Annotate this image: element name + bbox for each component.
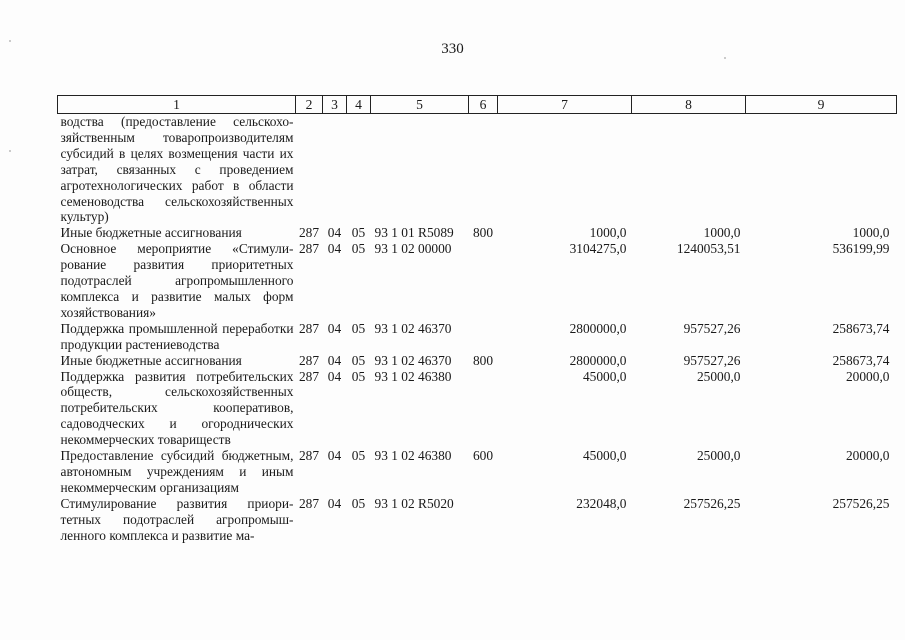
cell-expense-type (469, 496, 498, 544)
table-row (58, 114, 897, 226)
cell-amount-col7: 3104275,0 (569, 241, 627, 257)
cell-subsection: 05 (351, 368, 366, 384)
cell-amount-col9: 20000,0 (845, 448, 890, 464)
cell-amount-col8: 257526,25 (683, 495, 741, 511)
cell-ministry: 287 (298, 225, 320, 241)
cell-section: 04 (327, 352, 342, 368)
cell-amount-col9: 1000,0 (852, 225, 890, 241)
header-col-6: 6 (469, 96, 498, 114)
cell-expense-type (469, 114, 498, 226)
cell-amount-col8 (632, 114, 746, 226)
header-col-8: 8 (632, 96, 746, 114)
cell-name: Иные бюджетные ассигнования (60, 225, 242, 241)
cell-target-code: 93 1 02 46370 (374, 320, 452, 336)
cell-section: 04 (327, 241, 342, 257)
header-col-4: 4 (347, 96, 371, 114)
cell-section: 04 (327, 320, 342, 336)
cell-section: 04 (327, 225, 342, 241)
cell-expense-type: 800 (472, 225, 494, 241)
cell-amount-col7: 1000,0 (589, 225, 627, 241)
header-col-9: 9 (746, 96, 897, 114)
table-row (58, 448, 897, 496)
cell-name: Предоставление субсидий бюджетным, автономным учреждениям и иным некоммерческим организациям (60, 448, 294, 495)
cell-section: 04 (327, 368, 342, 384)
cell-target-code: 93 1 02 46380 (374, 448, 452, 464)
table-row (58, 353, 897, 369)
cell-amount-col9: 258673,74 (832, 352, 890, 368)
cell-section (323, 114, 347, 226)
cell-amount-col7: 2800000,0 (569, 352, 627, 368)
cell-amount-col7 (498, 114, 632, 226)
cell-expense-type (469, 369, 498, 449)
cell-amount-col7: 45000,0 (582, 448, 627, 464)
cell-name: Стимулирование развития приоритетных подотраслей агропромышленного комплекса и развитие ма- (60, 495, 294, 543)
cell-target-code (371, 114, 469, 226)
scan-speck (9, 40, 11, 42)
cell-expense-type (469, 241, 498, 321)
cell-amount-col7: 2800000,0 (569, 320, 627, 336)
cell-ministry: 287 (298, 495, 320, 511)
page-number: 330 (441, 41, 464, 57)
cell-amount-col7: 45000,0 (582, 368, 627, 384)
cell-name: Основное мероприятие «Стимулирование развития приоритетных подотраслей агропромышленного комплекса и развитие малых форм хозяйствования» (60, 241, 294, 320)
cell-amount-col9: 258673,74 (832, 320, 890, 336)
budget-table (57, 95, 897, 543)
cell-ministry (296, 114, 323, 226)
cell-amount-col9: 536199,99 (832, 241, 890, 257)
cell-target-code: 93 1 02 46370 (374, 352, 452, 368)
cell-name: Поддержка промышленной переработки продукции растениеводства (60, 320, 294, 352)
table-row (58, 369, 897, 449)
header-col-7: 7 (498, 96, 632, 114)
cell-ministry: 287 (298, 320, 320, 336)
cell-section: 04 (327, 495, 342, 511)
cell-section: 04 (327, 448, 342, 464)
cell-ministry: 287 (298, 448, 320, 464)
cell-amount-col8: 1240053,51 (676, 241, 741, 257)
cell-amount-col9: 257526,25 (832, 495, 890, 511)
cell-target-code: 93 1 02 R5020 (374, 495, 454, 511)
table-row (58, 225, 897, 241)
cell-amount-col9 (746, 114, 897, 226)
table-row (58, 496, 897, 544)
cell-ministry: 287 (298, 368, 320, 384)
cell-amount-col8: 957527,26 (683, 320, 741, 336)
cell-target-code: 93 1 01 R5089 (374, 225, 454, 241)
cell-amount-col8: 1000,0 (703, 225, 741, 241)
cell-subsection: 05 (351, 352, 366, 368)
cell-amount-col8: 25000,0 (696, 368, 741, 384)
header-col-1: 1 (58, 96, 296, 114)
header-col-2: 2 (296, 96, 323, 114)
cell-subsection: 05 (351, 225, 366, 241)
cell-expense-type (469, 321, 498, 353)
scan-speck (9, 150, 11, 152)
header-col-5: 5 (371, 96, 469, 114)
cell-target-code: 93 1 02 00000 (374, 241, 452, 257)
header-col-3: 3 (323, 96, 347, 114)
cell-expense-type: 600 (472, 448, 494, 464)
cell-ministry: 287 (298, 352, 320, 368)
cell-amount-col9: 20000,0 (845, 368, 890, 384)
cell-subsection: 05 (351, 448, 366, 464)
cell-subsection: 05 (351, 495, 366, 511)
cell-name: водства (предоставление сельскохозяйственным товаропроизводителям субсидий в целях возмещения части их затрат, связанных с проведением агротехнологических работ в области семеноводства сельскохозяйственных культур) (60, 114, 294, 225)
table-row (58, 321, 897, 353)
cell-subsection: 05 (351, 241, 366, 257)
cell-subsection (347, 114, 371, 226)
cell-amount-col7: 232048,0 (576, 495, 627, 511)
cell-subsection: 05 (351, 320, 366, 336)
cell-name: Поддержка развития потребительских обществ, сельскохозяйственных потребительских кооперативов, садоводческих и огороднических некоммерческих товариществ (60, 368, 294, 448)
cell-ministry: 287 (298, 241, 320, 257)
cell-expense-type: 800 (472, 352, 494, 368)
header-row (58, 96, 897, 114)
cell-amount-col8: 25000,0 (696, 448, 741, 464)
cell-target-code: 93 1 02 46380 (374, 368, 452, 384)
cell-name: Иные бюджетные ассигнования (60, 352, 242, 368)
cell-amount-col8: 957527,26 (683, 352, 741, 368)
scan-speck (724, 57, 726, 59)
table-row (58, 241, 897, 321)
